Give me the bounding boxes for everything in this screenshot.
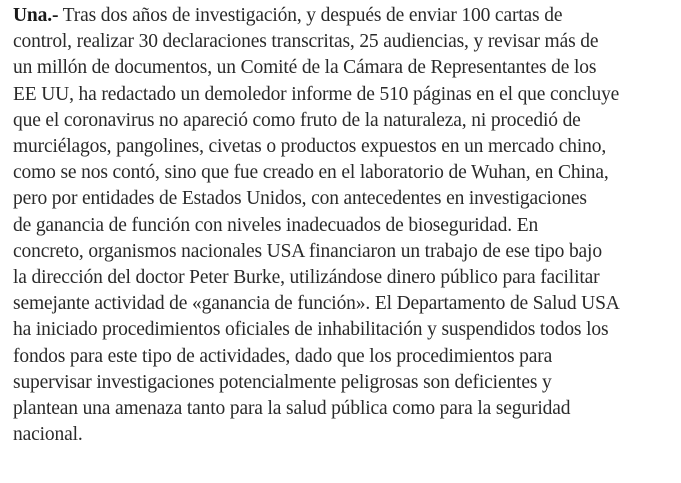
paragraph-line: pero por entidades de Estados Unidos, con antecedentes en investigaciones — [13, 188, 587, 210]
paragraph-line: ha iniciado procedimientos oficiales de inhabilitación y suspendidos todos los — [13, 319, 609, 341]
paragraph-line-1 — [13, 3, 681, 29]
paragraph-line: un millón de documentos, un Comité de la Cámara de Representantes de los — [13, 57, 597, 79]
paragraph-line: la dirección del doctor Peter Burke, utilizándose dinero público para facilitar — [13, 267, 600, 289]
paragraph-line: control, realizar 30 declaraciones transcritas, 25 audiencias, y revisar más de — [13, 31, 599, 53]
paragraph-line: como se nos contó, sino que fue creado en el laboratorio de Wuhan, en China, — [13, 162, 609, 184]
paragraph-line: EE UU, ha redactado un demoledor informe de 510 páginas en el que concluye — [13, 83, 620, 105]
paragraph-lead: Una.- — [13, 5, 59, 26]
paragraph-line: que el coronavirus no apareció como fruto de la naturaleza, ni procedió de — [13, 109, 581, 131]
paragraph-line: plantean una amenaza tanto para la salud pública como para la seguridad — [13, 398, 571, 420]
paragraph-line: fondos para este tipo de actividades, dado que los procedimientos para — [13, 345, 553, 367]
paragraph-line: nacional. — [13, 424, 83, 446]
paragraph-line: supervisar investigaciones potencialmente peligrosas son deficientes y — [13, 371, 552, 393]
paragraph-line: concreto, organismos nacionales USA financiaron un trabajo de ese tipo bajo — [13, 240, 602, 262]
article-paragraph — [13, 3, 681, 448]
paragraph-line: semejante actividad de «ganancia de función». El Departamento de Salud USA — [13, 293, 620, 315]
paragraph-line: murciélagos, pangolines, civetas o productos expuestos en un mercado chino, — [13, 136, 607, 158]
paragraph-line: de ganancia de función con niveles inadecuados de bioseguridad. En — [13, 214, 539, 236]
paragraph-line-text: Tras dos años de investigación, y después de enviar 100 cartas de — [58, 5, 563, 26]
